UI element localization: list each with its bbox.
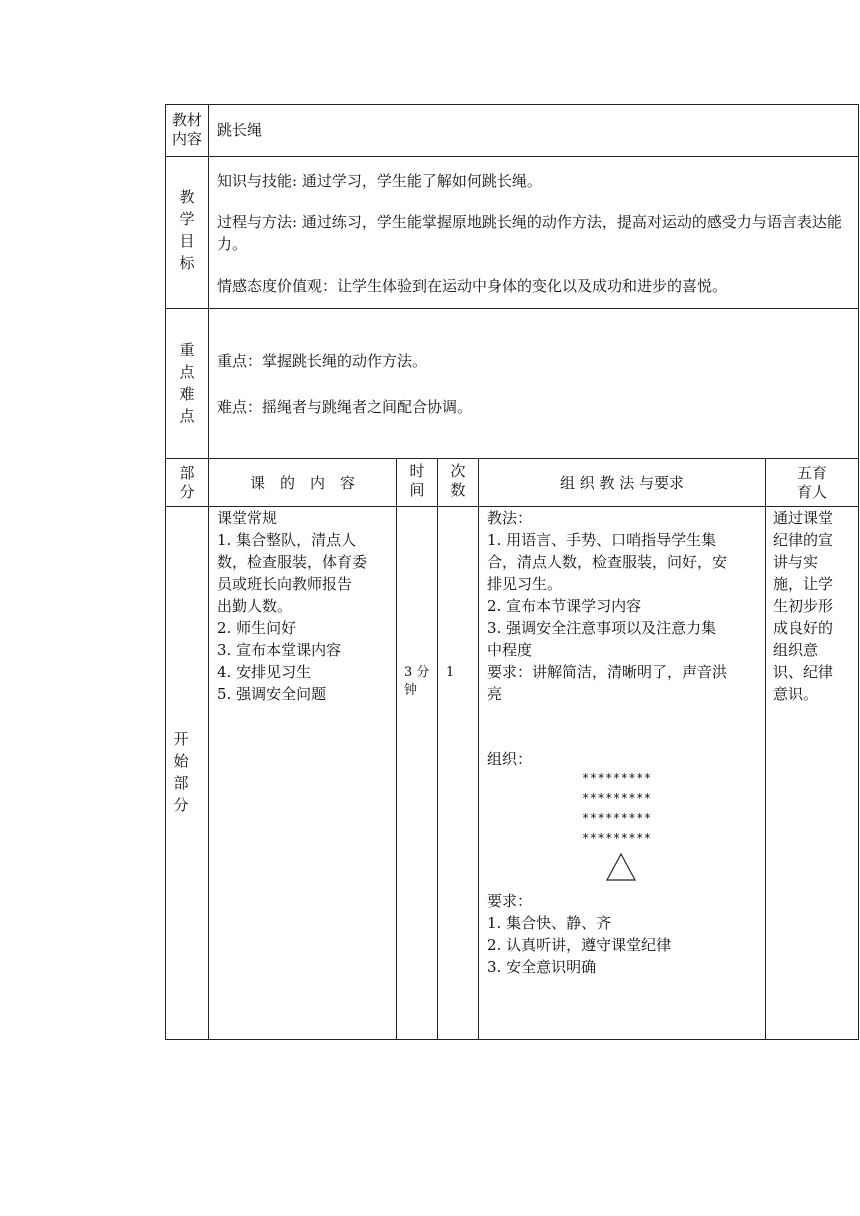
objectives-label-char: 学 [179,210,195,228]
start-five-education [773,507,857,705]
header-time-char: 时 [409,462,425,480]
start-part-char: 开 [173,730,189,748]
objective-knowledge: 知识与技能: 通过学习，学生能了解如何跳长绳。 [217,172,542,190]
header-count [438,462,478,500]
start-part-char: 分 [173,796,189,814]
header-time [397,462,437,500]
material-label-line: 内容 [171,130,202,148]
material-label-line: 教材 [171,111,202,129]
header-method: 组 织 教 法 与要求 [559,474,685,492]
start-part-label [161,728,201,816]
start-method [487,507,761,705]
objectives-label-char: 标 [179,254,195,272]
keypoints-label-char: 点 [179,407,195,425]
organization-label: 组织： [487,750,533,768]
column-divider [208,104,209,1040]
header-time-char: 间 [409,481,425,499]
content-line: 课堂常规 [217,509,278,527]
content-line: 3. 宣布本堂课内容 [217,641,342,659]
start-part-char: 部 [173,774,189,792]
method-line: 3. 强调安全注意事项以及注意力集 [487,619,717,637]
five-line: 生初步形 [773,597,834,615]
objective-process: 过程与方法: 通过练习，学生能掌握原地跳长绳的动作方法，提高对运动的感受力与语言表达能力。 [217,213,842,253]
formation-row: ********* [582,771,652,785]
content-line: 4. 安排见习生 [217,663,312,681]
header-count-char: 次 [450,462,466,480]
content-line: 数，检查服装，体育委 [217,553,368,571]
formation-row: ********* [582,791,652,805]
five-line: 纪律的宣 [773,531,834,549]
require-label: 要求： [487,892,533,910]
start-requirements [487,912,761,978]
header-part-char: 分 [179,483,195,501]
method-line: 2. 宣布本节课学习内容 [487,597,642,615]
method-line: 1. 用语言、手势、口哨指导学生集 [487,531,717,549]
method-line: 教法： [487,509,533,527]
formation-row: ********* [582,831,652,845]
objectives-label [167,186,207,274]
start-time [404,664,436,700]
content-line: 5. 强调安全问题 [217,685,327,703]
header-five-line: 育人 [796,483,827,501]
time-line: 3 分 [404,665,430,680]
keypoints-label [167,339,207,427]
require-line: 1. 集合快、静、齐 [487,914,612,932]
objective-emotion: 情感态度价值观：让学生体验到在运动中身体的变化以及成功和进步的喜悦。 [217,277,728,295]
column-divider [437,458,438,1040]
keypoints-label-char: 难 [179,385,195,403]
student-formation [582,768,652,848]
table-border-top [165,104,859,105]
time-line: 钟 [404,683,418,698]
method-line: 要求：讲解简洁，清晰明了，声音洪 [487,663,728,681]
table-border-right [858,104,859,1040]
header-five [766,464,858,502]
five-line: 施，让学 [773,575,834,593]
header-five-line: 五育 [796,464,827,482]
column-divider [396,458,397,1040]
start-count: 1 [446,665,455,680]
keypoints-label-char: 点 [179,363,195,381]
require-line: 2. 认真听讲，遵守课堂纪律 [487,936,672,954]
keypoint-focus: 重点：掌握跳长绳的动作方法。 [217,352,428,370]
content-line: 员或班长向教师报告 [217,575,353,593]
require-line: 3. 安全意识明确 [487,958,597,976]
column-divider [478,458,479,1040]
objectives-label-char: 教 [179,188,195,206]
content-line: 出勤人数。 [217,597,293,615]
material-value: 跳长绳 [217,121,263,139]
objectives-label-char: 目 [179,232,195,250]
keypoints-label-char: 重 [179,341,195,359]
method-line: 排见习生。 [487,575,563,593]
header-content: 课 的 内 容 [249,474,355,492]
keypoint-difficulty: 难点：摇绳者与跳绳者之间配合协调。 [217,398,473,416]
teacher-triangle-icon [605,852,637,882]
five-line: 通过课堂 [773,509,834,527]
formation-row: ********* [582,811,652,825]
table-border-left [165,104,166,1040]
row-divider [165,308,859,309]
content-line: 2. 师生问好 [217,619,297,637]
header-count-char: 数 [450,481,466,499]
row-divider [165,458,859,459]
five-line: 讲与实 [773,553,819,571]
table-border-bottom [165,1039,859,1040]
five-line: 组织意 [773,641,819,659]
start-part-char: 始 [173,752,189,770]
header-part-char: 部 [179,464,195,482]
five-line: 成良好的 [773,619,834,637]
content-line: 1. 集合整队，清点人 [217,531,357,549]
five-line: 意识。 [773,685,819,703]
method-line: 亮 [487,685,503,703]
method-line: 中程度 [487,641,533,659]
start-content [217,507,393,705]
row-divider [165,156,859,157]
header-part [166,464,208,502]
column-divider [765,458,766,1040]
material-label [166,111,208,149]
five-line: 识、纪律 [773,663,834,681]
method-line: 合，清点人数，检查服装，问好，安 [487,553,728,571]
